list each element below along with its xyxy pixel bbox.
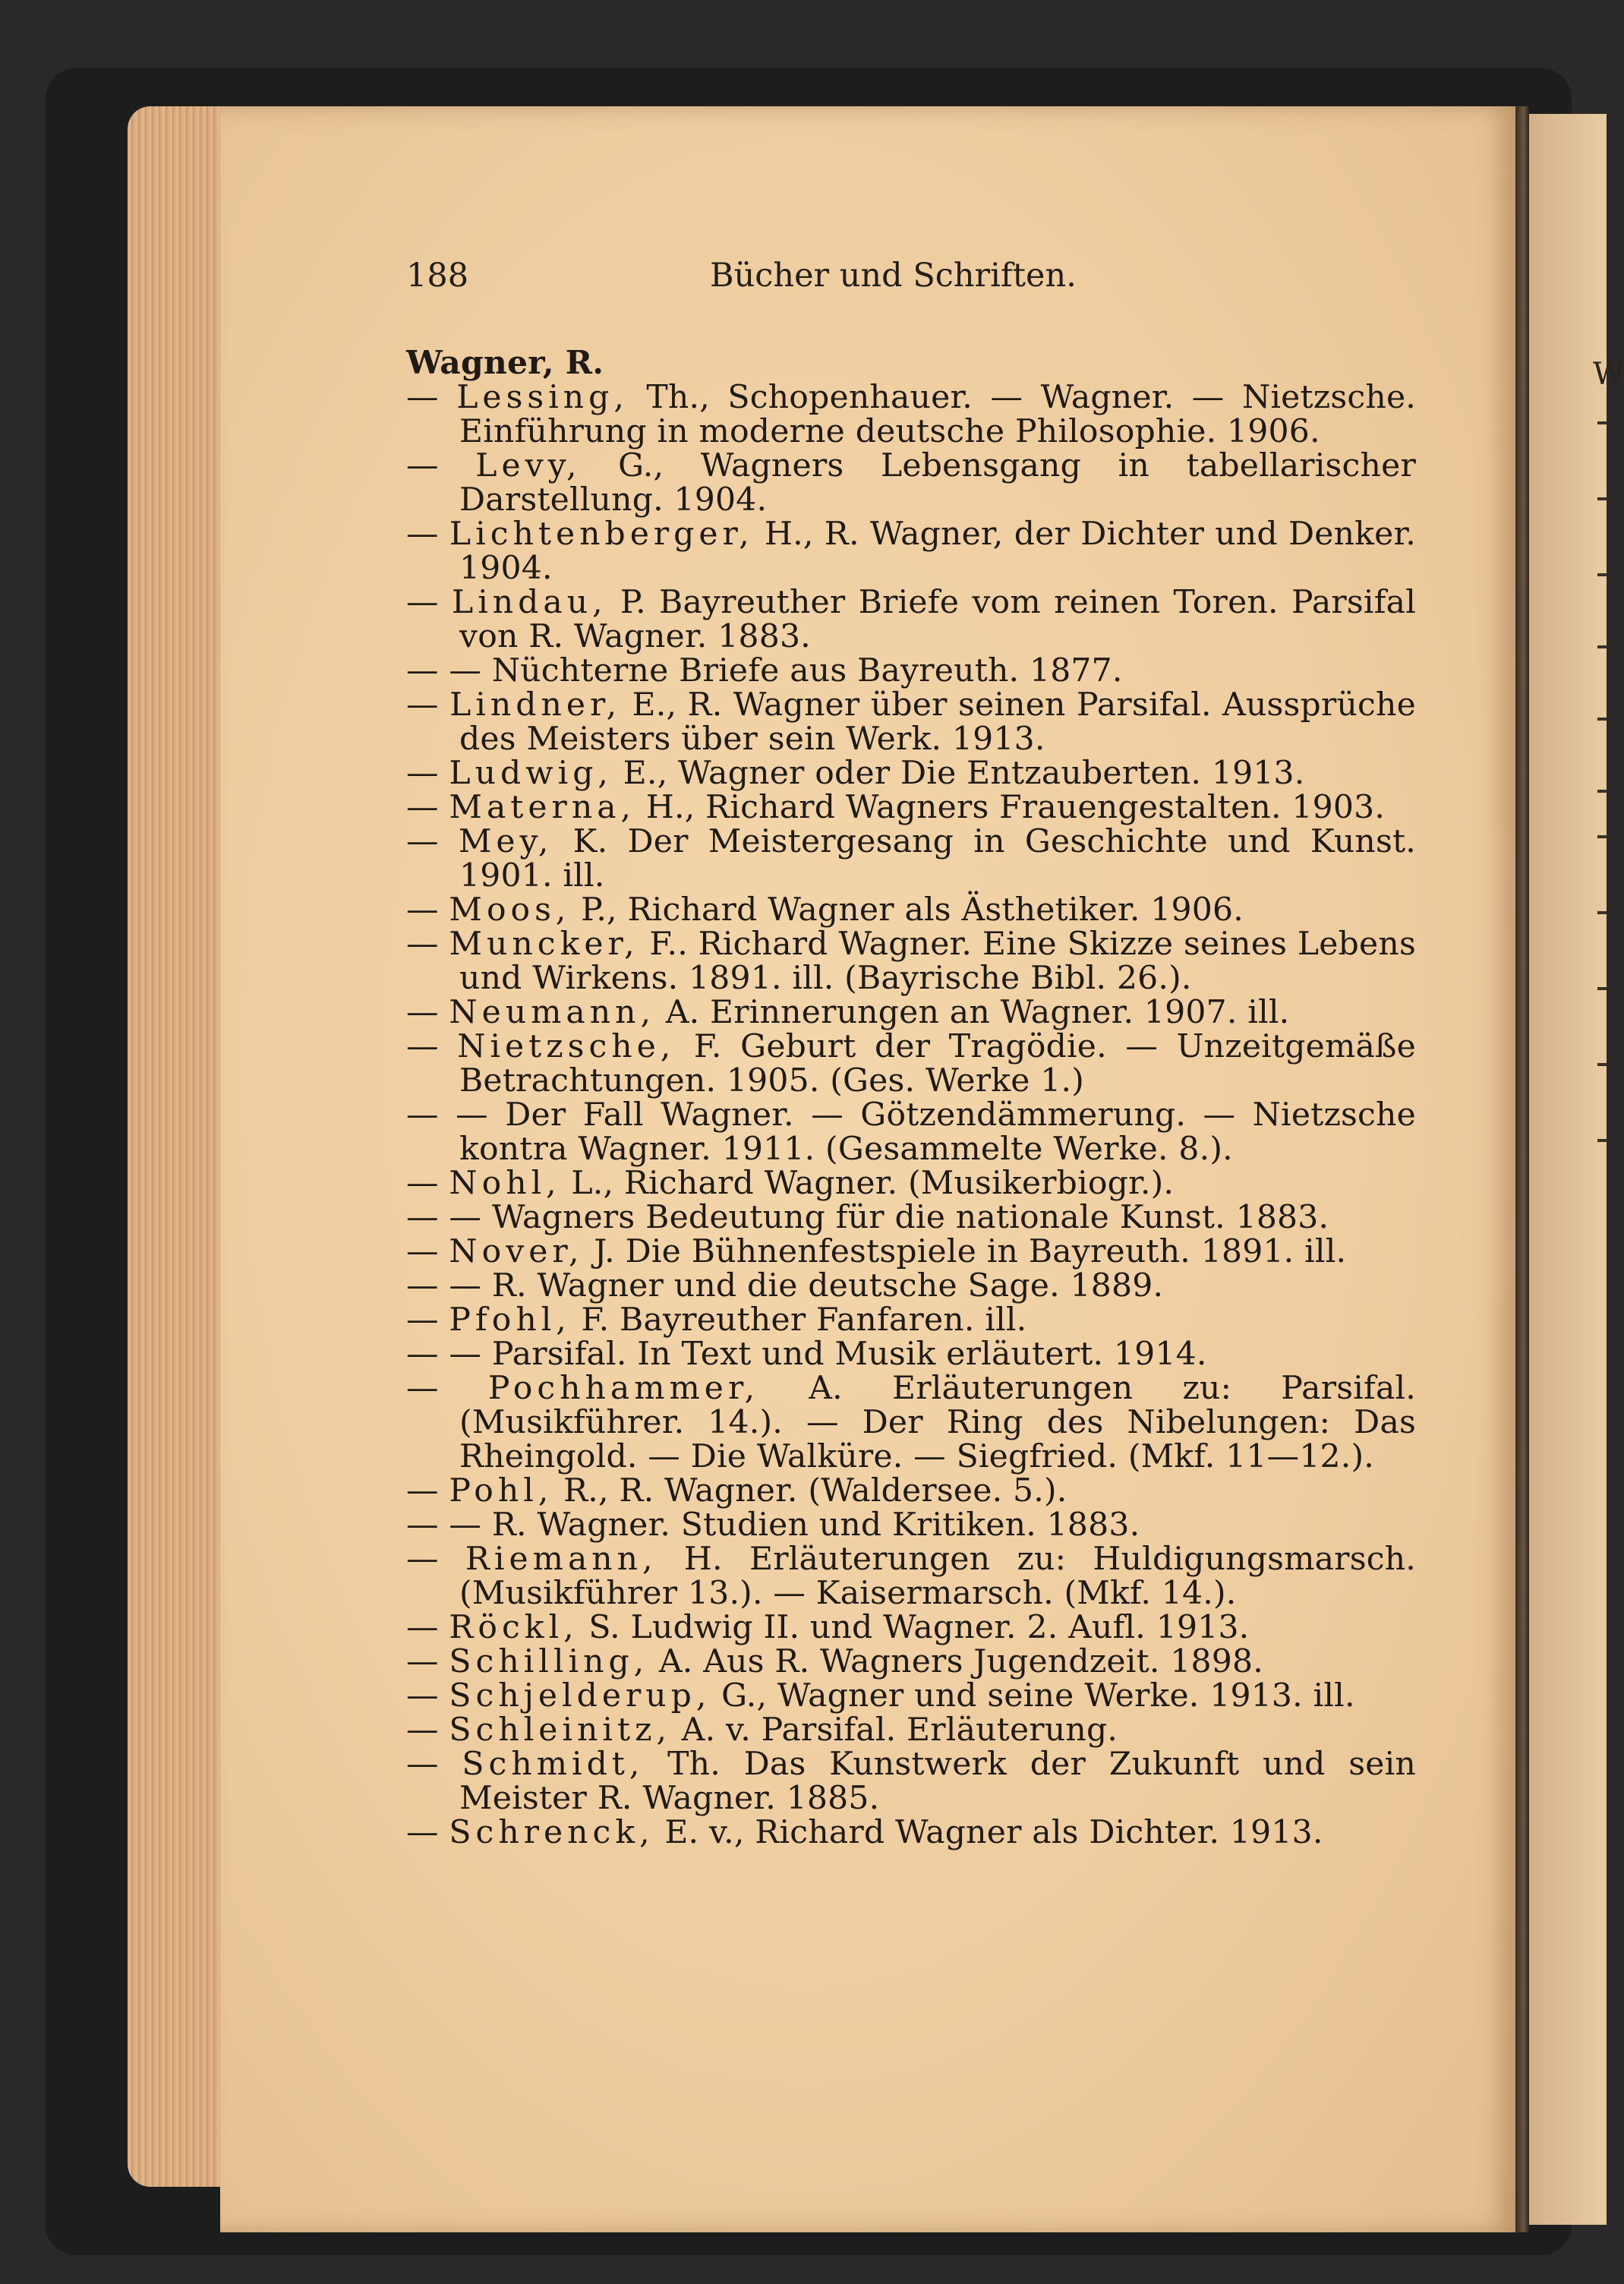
bibliography-entry xyxy=(406,1303,1416,1337)
entry-author: Materna, xyxy=(449,789,636,826)
entry-dash: — xyxy=(406,823,439,860)
facing-page-line-mark xyxy=(1597,718,1607,721)
entry-author: Schmidt, xyxy=(462,1746,645,1783)
bibliography-entry xyxy=(406,1645,1416,1679)
page-number: 188 xyxy=(406,257,469,295)
entry-text: Wagners Bedeutung für die nationale Kunst. 1883. xyxy=(491,1199,1329,1236)
bibliography-entry xyxy=(406,688,1416,756)
entry-text: P., Richard Wagner als Ästhetiker. 1906. xyxy=(570,891,1244,929)
entry-author: Moos, xyxy=(449,891,571,929)
bibliography-entry xyxy=(406,927,1416,995)
entry-text: S. Ludwig II. und Wagner. 2. Aufl. 1913. xyxy=(578,1609,1250,1646)
entry-author: Schrenck, xyxy=(449,1814,654,1851)
entry-text: J. Die Bühnenfestspiele in Bayreuth. 1891. ill. xyxy=(583,1233,1347,1270)
entry-text: P. Bayreuther Briefe vom reinen Toren. Parsifal von R. Wagner. 1883. xyxy=(459,584,1416,655)
entry-dash: — xyxy=(406,1541,439,1578)
bibliography-entry xyxy=(406,1371,1416,1474)
bibliography-entry xyxy=(406,1166,1416,1200)
entry-author: Ludwig, xyxy=(449,755,613,792)
bibliography-entry xyxy=(406,893,1416,927)
entry-author: Nover, xyxy=(449,1233,584,1270)
bibliography-entry xyxy=(406,995,1416,1030)
facing-page-line-mark xyxy=(1597,573,1607,576)
entry-text: F. Geburt der Tragödie. — Unzeitgemäße Betrachtungen. 1905. (Ges. Werke 1.) xyxy=(459,1028,1416,1099)
entry-dash: — xyxy=(406,1472,439,1510)
entry-author: Muncker, xyxy=(449,926,639,963)
bibliography-entry xyxy=(406,1098,1416,1166)
entry-author: Pohl, xyxy=(449,1472,553,1510)
entry-author: Lessing, xyxy=(456,379,629,416)
facing-page xyxy=(1529,114,1607,2225)
entry-author: Schilling, xyxy=(449,1643,649,1680)
entry-author: Lichtenberger, xyxy=(449,516,754,553)
bibliography-entry xyxy=(406,1679,1416,1713)
entry-text: Th., Schopenhauer. — Wagner. — Nietzsche. Einführung in moderne deutsche Philosophie. 1906. xyxy=(459,379,1417,450)
entry-dash: — xyxy=(406,447,439,484)
entry-author: Neumann, xyxy=(449,994,656,1031)
entry-dash: — xyxy=(406,926,439,963)
entry-text: R. Wagner. Studien und Kritiken. 1883. xyxy=(491,1506,1140,1544)
entry-text: Parsifal. In Text und Musik erläutert. 1914. xyxy=(491,1336,1207,1373)
bibliography-entry xyxy=(406,380,1416,449)
entry-author: Lindner, xyxy=(449,686,622,724)
facing-page-line-mark xyxy=(1597,1063,1607,1066)
facing-page-letter: W xyxy=(1593,357,1624,392)
entry-author: Pochhammer, xyxy=(487,1370,760,1407)
entry-dash: — xyxy=(406,1233,439,1270)
entry-dash: — xyxy=(406,1028,439,1065)
bibliography-entry xyxy=(406,1337,1416,1371)
bibliography-entry xyxy=(406,1747,1416,1816)
entry-text: G., Wagner und seine Werke. 1913. ill. xyxy=(711,1677,1355,1715)
entry-dash: — xyxy=(406,1677,439,1715)
entry-dash: — xyxy=(406,1370,439,1407)
entry-text: A. Erläuterungen zu: Parsifal. (Musikführer. 14.). — Der Ring des Nibelungen: Das Rheingold. — Die Walküre. — Siegfried. (Mkf. 11—12.). xyxy=(459,1370,1416,1475)
entry-author: Mey, xyxy=(458,823,553,860)
section-heading: Wagner, R. xyxy=(406,344,604,382)
entry-dash: — — xyxy=(406,652,482,689)
bibliography-entry xyxy=(406,1030,1416,1098)
bibliography-entry xyxy=(406,1474,1416,1508)
entry-dash: — — xyxy=(406,1336,482,1373)
facing-page-line-mark xyxy=(1597,835,1607,838)
bibliography-entry xyxy=(406,756,1416,790)
entry-text: Nüchterne Briefe aus Bayreuth. 1877. xyxy=(491,652,1123,689)
entry-dash: — — xyxy=(406,1506,482,1544)
entry-dash: — xyxy=(406,516,439,553)
entry-text: E., Wagner oder Die Entzauberten. 1913. xyxy=(612,755,1305,792)
entry-author: Lindau, xyxy=(451,584,607,621)
entry-text: A. Aus R. Wagners Jugendzeit. 1898. xyxy=(648,1643,1263,1680)
entry-author: Nietzsche, xyxy=(457,1028,676,1065)
entry-text: H., Richard Wagners Frauengestalten. 1903. xyxy=(635,789,1386,826)
facing-page-line-mark xyxy=(1597,987,1607,990)
entry-dash: — xyxy=(406,789,439,826)
entry-dash: — xyxy=(406,584,439,621)
bibliography-entry xyxy=(406,654,1416,688)
entry-text: H. Erläuterungen zu: Huldigungsmarsch. (Musikführer 13.). — Kaisermarsch. (Mkf. 14.). xyxy=(459,1541,1416,1612)
entry-text: A. Erinnerungen an Wagner. 1907. ill. xyxy=(655,994,1290,1031)
facing-page-line-mark xyxy=(1597,1139,1607,1142)
entry-text: R. Wagner und die deutsche Sage. 1889. xyxy=(491,1267,1164,1304)
facing-page-line-mark xyxy=(1597,790,1607,793)
bibliography-list xyxy=(406,346,1416,1850)
entry-dash: — xyxy=(406,1609,439,1646)
entry-author: Riemann, xyxy=(465,1541,657,1578)
bibliography-entry xyxy=(406,790,1416,825)
entry-dash: — — xyxy=(406,1267,482,1304)
bibliography-entry xyxy=(406,1542,1416,1610)
entry-text: R., R. Wagner. (Waldersee. 5.). xyxy=(553,1472,1067,1510)
entry-text: G., Wagners Lebensgang in tabellarischer Darstellung. 1904. xyxy=(459,447,1416,519)
entry-text: H., R. Wagner, der Dichter und Denker. 1904. xyxy=(459,516,1417,587)
entry-author: Schjelderup, xyxy=(449,1677,711,1715)
bibliography-entry xyxy=(406,825,1416,893)
running-title: Bücher und Schriften. xyxy=(710,257,1077,295)
entry-author: Nohl, xyxy=(449,1165,561,1202)
entry-author: Pfohl, xyxy=(449,1301,571,1339)
bibliography-entry xyxy=(406,1235,1416,1269)
entry-dash: — — xyxy=(406,1096,488,1134)
entry-text: Der Fall Wagner. — Götzendämmerung. — Nietzsche kontra Wagner. 1911. (Gesammelte Werke. 8.). xyxy=(459,1096,1416,1168)
entry-dash: — xyxy=(406,994,439,1031)
entry-dash: — xyxy=(406,891,439,929)
facing-page-line-mark xyxy=(1597,497,1607,500)
entry-text: E., R. Wagner über seinen Parsifal. Aussprüche des Meisters über sein Werk. 1913. xyxy=(459,686,1416,758)
entry-dash: — xyxy=(406,379,439,416)
entry-dash: — xyxy=(406,1814,439,1851)
entry-dash: — xyxy=(406,1711,439,1749)
bibliography-entry xyxy=(406,1269,1416,1303)
bibliography-entry xyxy=(406,1610,1416,1645)
entry-dash: — xyxy=(406,1746,439,1783)
facing-page-line-mark xyxy=(1597,421,1607,424)
bibliography-entry xyxy=(406,1200,1416,1235)
facing-page-line-mark xyxy=(1597,645,1607,648)
bibliography-entry xyxy=(406,1508,1416,1542)
entry-text: F.. Richard Wagner. Eine Skizze seines Lebens und Wirkens. 1891. ill. (Bayrische Bibl. 26.). xyxy=(459,926,1416,997)
entry-text: L., Richard Wagner. (Musikerbiogr.). xyxy=(560,1165,1175,1202)
bibliography-entry xyxy=(406,517,1416,585)
book-gutter xyxy=(1515,106,1529,2232)
entry-dash: — — xyxy=(406,1199,482,1236)
entry-dash: — xyxy=(406,686,439,724)
entry-dash: — xyxy=(406,755,439,792)
entry-text: Th. Das Kunstwerk der Zukunft und sein Meister R. Wagner. 1885. xyxy=(459,1746,1417,1817)
entry-author: Levy, xyxy=(475,447,582,484)
entry-text: A. v. Parsifal. Erläuterung. xyxy=(671,1711,1118,1749)
entry-text: F. Bayreuther Fanfaren. ill. xyxy=(570,1301,1027,1339)
entry-dash: — xyxy=(406,1301,439,1339)
page-header xyxy=(406,257,1389,302)
entry-author: Schleinitz, xyxy=(449,1711,671,1749)
facing-page-line-mark xyxy=(1597,911,1607,914)
bibliography-entry xyxy=(406,585,1416,654)
bibliography-entry xyxy=(406,1816,1416,1850)
entry-author: Röckl, xyxy=(449,1609,579,1646)
bibliography-entry xyxy=(406,1713,1416,1747)
bibliography-entry xyxy=(406,449,1416,517)
entry-text: K. Der Meistergesang in Geschichte und Kunst. 1901. ill. xyxy=(459,823,1416,894)
entry-dash: — xyxy=(406,1165,439,1202)
entry-text: E. v., Richard Wagner als Dichter. 1913. xyxy=(654,1814,1323,1851)
entry-dash: — xyxy=(406,1643,439,1680)
